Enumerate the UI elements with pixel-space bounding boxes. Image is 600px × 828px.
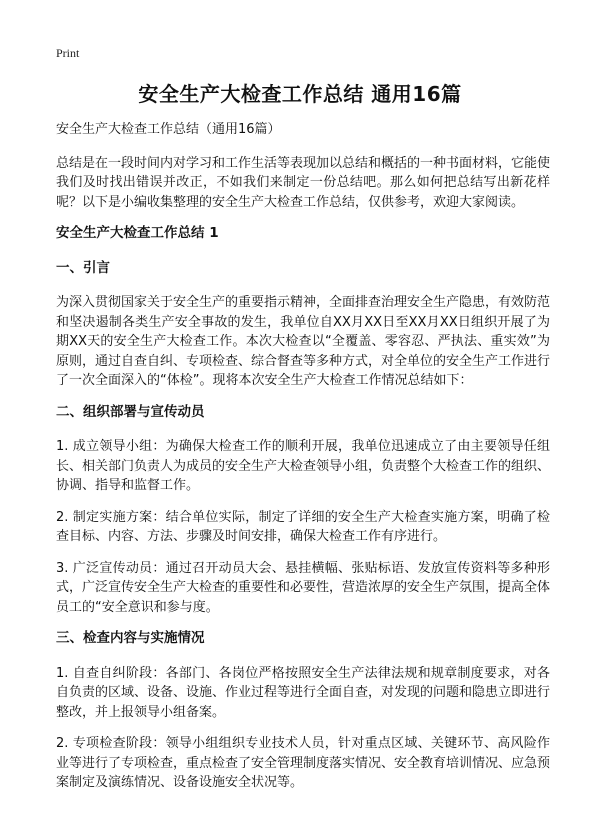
organization-paragraph-1: 1. 成立领导小组：为确保大检查工作的顺利开展，我单位迅速成立了由主要领导任组长、相关部门负责人为成员的安全生产大检查领导小组，负责整个大检查工作的组织、协调、指导和监督工作。 [56, 439, 551, 493]
page-title: 安全生产大检查工作总结 通用16篇 [138, 82, 462, 106]
document-body [56, 120, 550, 805]
inspection-paragraph-2: 2. 专项检查阶段：领导小组组织专业技术人员，针对重点区域、关键环节、高风险作业等进行了专项检查，重点检查了安全管理制度落实情况、安全教育培训情况、应急预案制定及演练情况、设备设施安全状况等。 [56, 736, 551, 790]
intro-paragraph: 总结是在一段时间内对学习和工作生活等表现加以总结和概括的一种书面材料，它能使我们及时找出错误并改正，不如我们来制定一份总结吧。那么如何把总结写出新花样呢？以下是小编收集整理的安全生产大检查工作总结，仅供参考，欢迎大家阅读。 [56, 155, 551, 210]
heading-organization: 二、组织部署与宣传动员 [56, 403, 205, 420]
organization-paragraph-2: 2. 制定实施方案：结合单位实际，制定了详细的安全生产大检查实施方案，明确了检查目标、内容、方法、步骤及时间安排，确保大检查工作有序进行。 [56, 509, 550, 544]
document-subtitle: 安全生产大检查工作总结（通用16篇） [56, 122, 281, 137]
introduction-paragraph: 为深入贯彻国家关于安全生产的重要指示精神，全面排查治理安全生产隐患，有效防范和坚决遏制各类生产安全事故的发生，我单位自XX月XX日至XX月XX日组织开展了为期XX天的安全生产大检查工作。本次大检查以“全覆盖、零容忍、严执法、重实效”为原则，通过自查自纠、专项检查、综合督查等多种方式，对全单位的安全生产工作进行了一次全面深入的“体检”。现将本次安全生产大检查工作情况总结如下： [56, 295, 551, 388]
print-label: Print [56, 46, 80, 60]
inspection-paragraph-1: 1. 自查自纠阶段：各部门、各岗位严格按照安全生产法律法规和规章制度要求，对各自负责的区域、设备、设施、作业过程等进行全面自查，对发现的问题和隐患立即进行整改，并上报领导小组备案。 [56, 665, 551, 720]
heading-inspection: 三、检查内容与实施情况 [56, 630, 205, 646]
section-title: 安全生产大检查工作总结 1 [56, 225, 219, 241]
organization-paragraph-3: 3. 广泛宣传动员：通过召开动员大会、悬挂横幅、张贴标语、发放宣传资料等多种形式，广泛宣传安全生产大检查的重要性和必要性，营造浓厚的安全生产氛围，提高全体员工的“安全意识和参与度。 [56, 560, 551, 615]
heading-introduction: 一、引言 [56, 259, 110, 276]
